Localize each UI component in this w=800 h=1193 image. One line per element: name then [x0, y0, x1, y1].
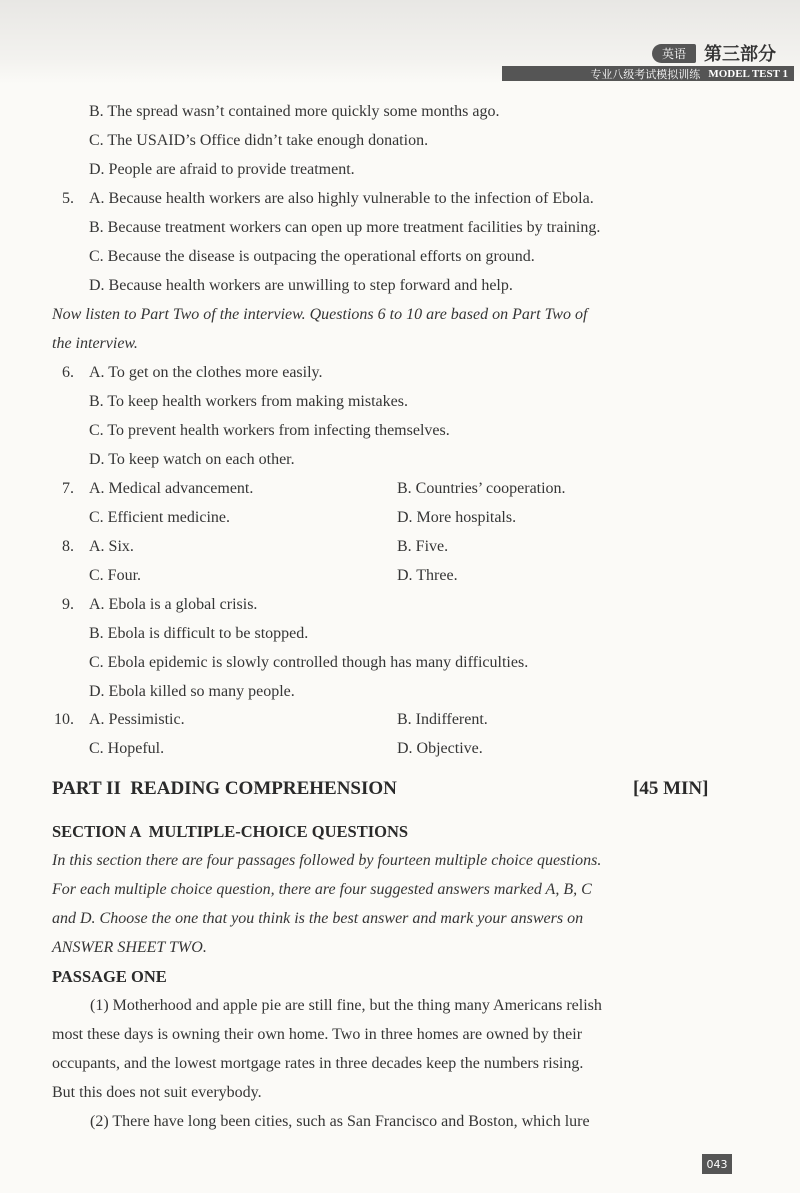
section-a-instruction-2: For each multiple choice question, there are four suggested answers marked A, B, C [52, 881, 592, 898]
section-a-instruction-3: and D. Choose the one that you think is the best answer and mark your answers on [52, 910, 584, 927]
q9-option-d: D. Ebola killed so many people. [89, 683, 295, 700]
q6-option-d: D. To keep watch on each other. [89, 451, 295, 468]
q5-option-a: A. Because health workers are also highly vulnerable to the infection of Ebola. [89, 190, 594, 207]
section-a-instruction-1: In this section there are four passages followed by fourteen multiple choice questions. [52, 852, 602, 869]
section-a-title: SECTION A MULTIPLE-CHOICE QUESTIONS [52, 822, 409, 841]
q10-option-d: D. Objective. [397, 740, 483, 757]
q10-option-c: C. Hopeful. [89, 740, 165, 757]
q5-option-c: C. Because the disease is outpacing the operational efforts on ground. [89, 248, 535, 265]
q7-option-b: B. Countries’ cooperation. [397, 480, 566, 497]
passage-p2-line1: (2) There have long been cities, such as San Francisco and Boston, which lure [90, 1113, 590, 1130]
running-header [494, 40, 794, 82]
q8-option-a: A. Six. [89, 538, 134, 555]
part2-time: [45 MIN] [633, 778, 709, 799]
q6-option-b: B. To keep health workers from making mistakes. [89, 393, 408, 410]
q5-option-b: B. Because treatment workers can open up more treatment facilities by training. [89, 219, 601, 236]
part2-instruction-line2: the interview. [52, 335, 138, 352]
header-subtitle-cn: 专业八级考试模拟训练 [590, 67, 701, 81]
header-top [652, 42, 776, 64]
part2-instruction-line1: Now listen to Part Two of the interview. Questions 6 to 10 are based on Part Two of [52, 306, 588, 323]
q4-option-c: C. The USAID’s Office didn’t take enough donation. [89, 132, 429, 149]
q4-option-d: D. People are afraid to provide treatment. [89, 161, 355, 178]
header-bar [502, 66, 794, 81]
q7-option-c: C. Efficient medicine. [89, 509, 230, 526]
header-subtitle-en: MODEL TEST 1 [708, 67, 788, 80]
q4-option-b: B. The spread wasn’t contained more quickly some months ago. [89, 103, 500, 120]
q8-option-d: D. Three. [397, 567, 458, 584]
passage-p1-line4: But this does not suit everybody. [52, 1084, 262, 1101]
q9-option-b: B. Ebola is difficult to be stopped. [89, 625, 309, 642]
passage-p1-line2: most these days is owning their own home. Two in three homes are owned by their [52, 1026, 583, 1043]
q6-number: 6. [62, 364, 74, 381]
q9-number: 9. [62, 596, 74, 613]
q7-number: 7. [62, 480, 74, 497]
part-title: 第三部分 [704, 44, 776, 65]
q7-option-a: A. Medical advancement. [89, 480, 254, 497]
q6-option-c: C. To prevent health workers from infecting themselves. [89, 422, 450, 439]
q8-option-b: B. Five. [397, 538, 449, 555]
q10-option-b: B. Indifferent. [397, 711, 488, 728]
q5-option-d: D. Because health workers are unwilling to step forward and help. [89, 277, 513, 294]
section-a-instruction-4: ANSWER SHEET TWO. [52, 939, 207, 956]
q8-option-c: C. Four. [89, 567, 142, 584]
subject-badge: 英语 [652, 44, 696, 63]
q8-number: 8. [62, 538, 74, 555]
passage-p1-line3: occupants, and the lowest mortgage rates in three decades keep the numbers rising. [52, 1055, 584, 1072]
passage-p1-line1: (1) Motherhood and apple pie are still fine, but the thing many Americans relish [90, 997, 602, 1014]
q9-option-c: C. Ebola epidemic is slowly controlled though has many difficulties. [89, 654, 529, 671]
q10-number: 10. [54, 711, 74, 728]
q5-number: 5. [62, 190, 74, 207]
q6-option-a: A. To get on the clothes more easily. [89, 364, 323, 381]
q10-option-a: A. Pessimistic. [89, 711, 185, 728]
q9-option-a: A. Ebola is a global crisis. [89, 596, 258, 613]
page-number: 043 [702, 1154, 732, 1174]
part2-title: PART II READING COMPREHENSION [52, 778, 397, 799]
passage-one-title: PASSAGE ONE [52, 967, 167, 986]
q7-option-d: D. More hospitals. [397, 509, 517, 526]
